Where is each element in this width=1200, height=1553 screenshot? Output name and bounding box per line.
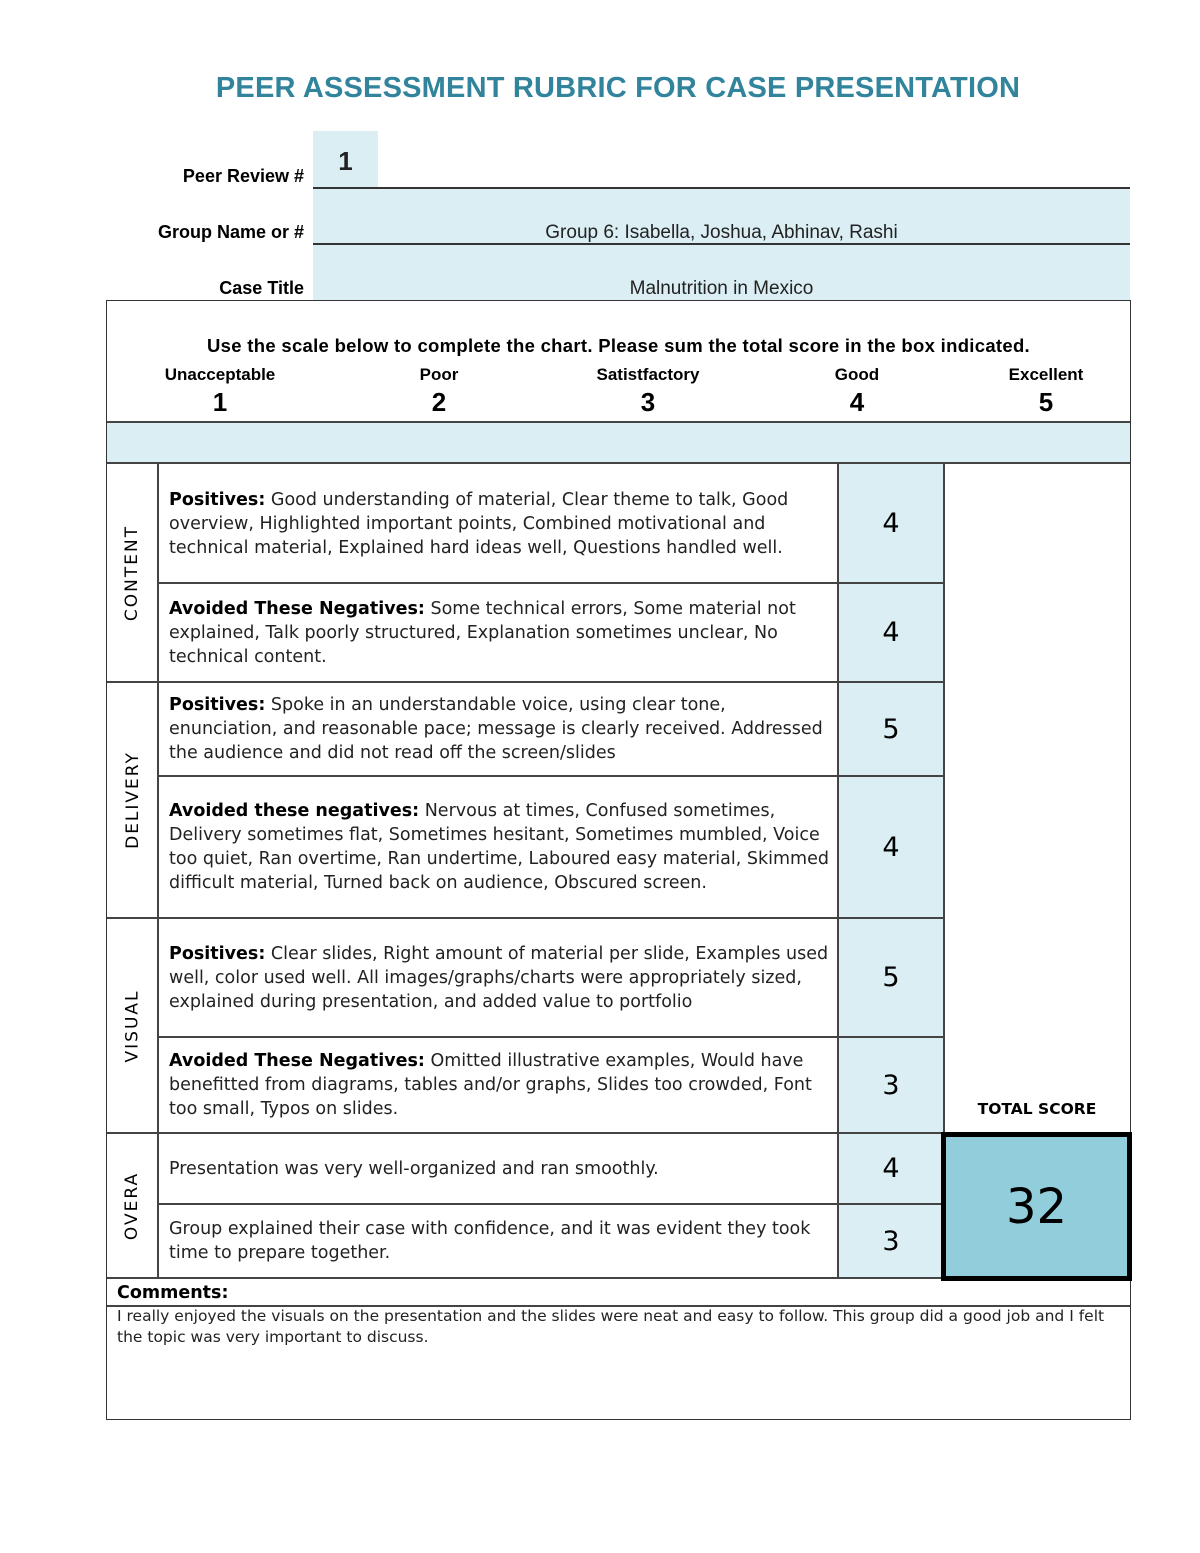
header-band xyxy=(107,421,1130,464)
peer-review-field[interactable] xyxy=(313,131,378,187)
divider xyxy=(107,681,944,683)
scale-level-value: 2 xyxy=(431,387,447,417)
criterion-text: Group explained their case with confidence, and it was evident they took time to prepare together. xyxy=(169,1219,811,1263)
criterion-overall-organized xyxy=(169,1134,834,1203)
peer-review-value: 1 xyxy=(338,146,353,176)
criterion-content-negatives xyxy=(169,596,834,670)
score-value: 5 xyxy=(882,713,900,745)
criterion-heading: Avoided These Negatives: xyxy=(169,599,425,619)
case-title-field[interactable] xyxy=(313,245,1130,300)
criterion-heading: Positives: xyxy=(169,489,266,510)
criterion-visual-positives xyxy=(169,930,834,1026)
criterion-content-positives xyxy=(169,476,834,571)
scale-level-5 xyxy=(966,365,1126,418)
scale-level-3 xyxy=(568,365,728,418)
criterion-delivery-positives xyxy=(169,693,834,765)
page-title: PEER ASSESSMENT RUBRIC FOR CASE PRESENTATION xyxy=(215,72,1021,104)
score-cell[interactable] xyxy=(838,1205,944,1277)
scale-level-value: 4 xyxy=(849,387,865,417)
criterion-text: Good understanding of material, Clear theme to talk, Good overview, Highlighted important points, Combined motivational and technical material, Explained hard ideas well, Questions handled well. xyxy=(169,489,789,558)
score-cell[interactable] xyxy=(838,584,944,681)
criterion-text: Clear slides, Right amount of material per slide, Examples used well, color used well. All images/graphs/charts were appropriately sized, explained during presentation, and added value to portfolio xyxy=(169,944,829,1012)
criterion-text: Spoke in an understandable voice, using clear tone, enunciation, and reasonable pace; message is clearly received. Addressed the audience and did not read off the screen/slides xyxy=(169,695,823,763)
scale-instruction: Use the scale below to complete the chart. Please sum the total score in the box indicated. xyxy=(206,335,1031,356)
category-label: CONTENT xyxy=(122,524,143,621)
peer-review-label: Peer Review # xyxy=(182,166,304,186)
scale-level-4 xyxy=(777,365,937,418)
score-cell[interactable] xyxy=(838,919,944,1036)
category-content xyxy=(107,464,158,681)
group-name-label: Group Name or # xyxy=(157,222,304,242)
divider xyxy=(157,775,944,777)
score-value: 4 xyxy=(882,507,900,539)
criterion-heading: Positives: xyxy=(169,944,266,964)
score-cell[interactable] xyxy=(838,464,944,582)
group-name-value: Group 6: Isabella, Joshua, Abhinav, Rashi xyxy=(545,222,898,243)
scale-level-label: Good xyxy=(834,365,880,384)
score-value: 4 xyxy=(882,617,900,648)
criterion-text: Omitted illustrative examples, Would have benefitted from diagrams, tables and/or graphs, Slides too crowded, Font too small, Typos on slides. xyxy=(169,1051,812,1119)
criterion-text: Presentation was very well-organized and ran smoothly. xyxy=(169,1158,659,1179)
scale-level-label: Excellent xyxy=(1008,365,1084,384)
score-value: 4 xyxy=(882,1153,900,1184)
criterion-visual-negatives xyxy=(169,1048,834,1122)
divider xyxy=(157,582,944,584)
criterion-text: Nervous at times, Confused sometimes, Delivery sometimes flat, Sometimes hesitant, Sometimes mumbled, Voice too quiet, Ran overtime, Ran undertime, Laboured easy material, Skimmed difficult material, Turned back on audience, Obscured screen. xyxy=(169,801,829,893)
score-value: 4 xyxy=(882,831,900,863)
category-label: DELIVERY xyxy=(122,751,143,849)
total-score-box[interactable] xyxy=(941,1132,1132,1281)
group-name-field[interactable] xyxy=(313,189,1130,243)
divider xyxy=(107,917,944,919)
scale-level-value: 1 xyxy=(212,387,228,417)
scale-level-1 xyxy=(140,365,300,418)
scale-level-2 xyxy=(359,365,519,418)
scale-level-label: Poor xyxy=(419,365,459,384)
score-cell[interactable] xyxy=(838,1038,944,1132)
category-visual xyxy=(107,919,158,1132)
score-value: 3 xyxy=(882,1069,900,1101)
score-cell[interactable] xyxy=(838,683,944,775)
scale-level-value: 3 xyxy=(640,387,656,417)
divider xyxy=(157,1036,944,1038)
score-value: 3 xyxy=(882,1225,900,1257)
criterion-heading: Positives: xyxy=(169,695,266,715)
total-score-label: TOTAL SCORE xyxy=(977,1100,1097,1118)
score-cell[interactable] xyxy=(838,1134,944,1203)
comments-field[interactable]: I really enjoyed the visuals on the presentation and the slides were neat and easy to follow. This group did a good job and I felt the topic was very important to discuss. xyxy=(117,1307,1105,1346)
score-value: 5 xyxy=(882,962,900,993)
scale-level-label: Satistfactory xyxy=(596,365,700,384)
category-label: OVERA xyxy=(122,1171,143,1240)
category-label: VISUAL xyxy=(122,989,143,1062)
category-overall xyxy=(107,1134,158,1277)
criterion-delivery-negatives xyxy=(169,787,834,907)
criterion-heading: Avoided these negatives: xyxy=(169,801,420,821)
case-title-label: Case Title xyxy=(219,278,304,298)
scale-level-value: 5 xyxy=(1038,387,1054,417)
score-cell[interactable] xyxy=(838,777,944,917)
scale-level-label: Unacceptable xyxy=(164,365,276,384)
total-score-value: 32 xyxy=(1005,1178,1068,1235)
criterion-overall-confidence xyxy=(169,1205,834,1277)
category-delivery xyxy=(107,683,158,917)
case-title-value: Malnutrition in Mexico xyxy=(629,278,814,299)
comments-label: Comments: xyxy=(117,1283,229,1303)
criterion-heading: Avoided These Negatives: xyxy=(169,1051,425,1071)
criterion-text: Some technical errors, Some material not explained, Talk poorly structured, Explanation sometimes unclear, No technical content. xyxy=(169,599,796,667)
